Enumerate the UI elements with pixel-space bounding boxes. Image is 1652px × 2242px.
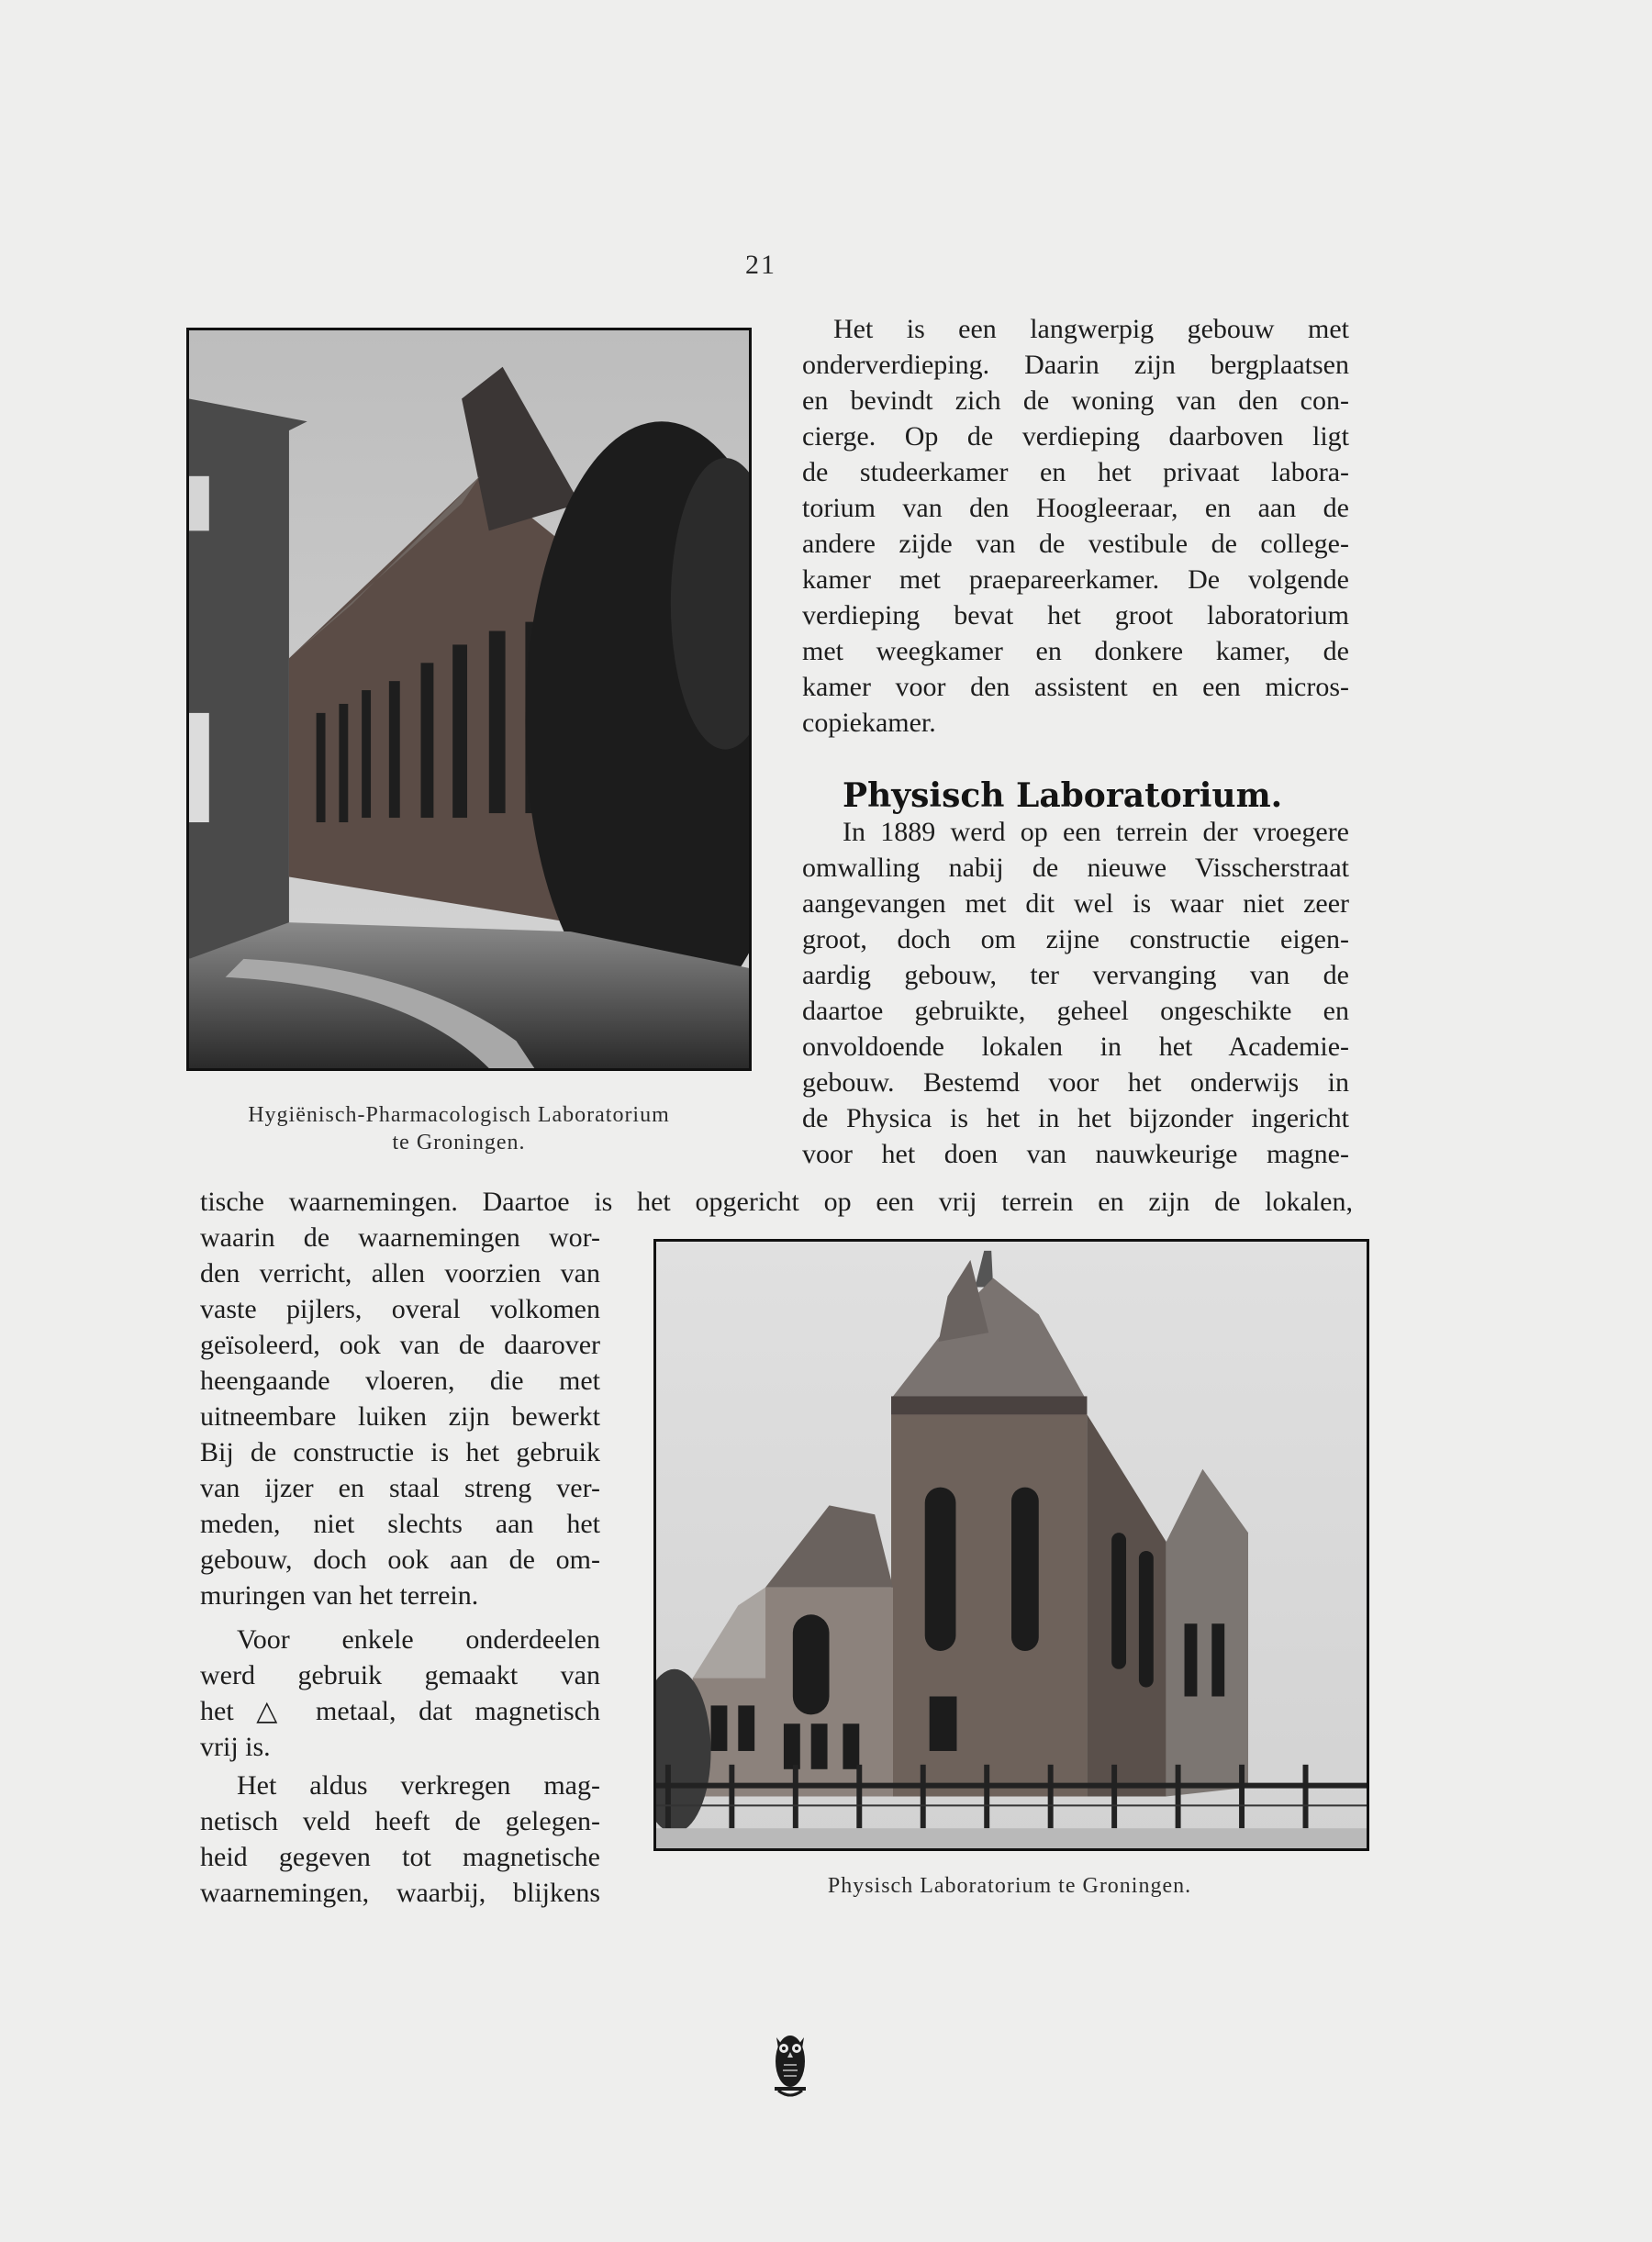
text-line: Het is een langwerpig gebouw met [833, 314, 1349, 344]
text-line: omwalling nabij de nieuwe Visscherstraat [802, 853, 1349, 883]
text-line: andere zijde van de vestibule de college- [802, 529, 1349, 559]
photo-physisch-laboratorium [653, 1239, 1369, 1851]
text-line: gebouw, doch ook aan de om- [200, 1545, 600, 1575]
text-line: onderverdieping. Daarin zijn bergplaatsen [802, 350, 1349, 380]
text-line: copiekamer. [802, 708, 936, 738]
text-line: vaste pijlers, overal volkomen [200, 1294, 600, 1324]
text-line: groot, doch om zijne constructie eigen- [802, 924, 1349, 954]
text-line: cierge. Op de verdieping daarboven ligt [802, 421, 1349, 452]
text-line: Het aldus verkregen mag- [237, 1770, 600, 1801]
text-line: verdieping bevat het groot laboratorium [802, 600, 1349, 630]
text-line: aardig gebouw, ter vervanging van de [802, 960, 1349, 990]
text-line: van ijzer en staal streng ver- [200, 1473, 600, 1503]
full-width-text-line: tische waarnemingen. Daartoe is het opgericht op een vrij terrein en zijn de lokalen, [200, 1187, 1353, 1217]
text-line: netisch veld heeft de gelegen- [200, 1806, 600, 1836]
text-line: voor het doen van nauwkeurige magne- [802, 1139, 1349, 1169]
text-line: geïsoleerd, ook van de daarover [200, 1330, 600, 1360]
text-line: kamer met praepareerkamer. De volgende [802, 564, 1349, 595]
text-line: heengaande vloeren, die met [200, 1366, 600, 1396]
text-line: vrij is. [200, 1732, 271, 1762]
text-line: Voor enkele onderdeelen [237, 1624, 600, 1655]
photo-hygienisch-pharmacologisch-laboratorium [186, 328, 752, 1071]
text-line: de studeerkamer en het privaat labora- [802, 457, 1349, 487]
text-line: torium van den Hoogleeraar, en aan de [802, 493, 1349, 523]
text-line: Bij de constructie is het gebruik [200, 1437, 600, 1467]
text-line: en bevindt zich de woning van den con- [802, 385, 1349, 416]
text-line: muringen van het terrein. [200, 1580, 479, 1611]
owl-icon [769, 2024, 811, 2100]
text-line: meden, niet slechts aan het [200, 1509, 600, 1539]
text-line: gebouw. Bestemd voor het onderwijs in [802, 1067, 1349, 1098]
text-line: het △ metaal, dat magnetisch [200, 1696, 600, 1726]
text-line: In 1889 werd op een terrein der vroegere [843, 817, 1349, 847]
text-line: heid gegeven tot magnetische [200, 1842, 600, 1872]
caption-line: te Groningen. [392, 1131, 526, 1154]
text-line: waarin de waarnemingen wor- [200, 1222, 600, 1253]
page-number: 21 [745, 250, 776, 280]
text-line: den verricht, allen voorzien van [200, 1258, 600, 1288]
text-line: aangevangen met dit wel is waar niet zeer [802, 888, 1349, 919]
text-line: onvoldoende lokalen in het Academie- [802, 1032, 1349, 1062]
caption-line: Hygiënisch-Pharmacologisch Laboratorium [248, 1103, 670, 1127]
section-heading: Physisch Laboratorium. [843, 776, 1283, 815]
text-line: werd gebruik gemaakt van [200, 1660, 600, 1690]
photo-caption [202, 1101, 716, 1156]
text-line: uitneembare luiken zijn bewerkt [200, 1401, 600, 1432]
photo-caption: Physisch Laboratorium te Groningen. [827, 1874, 1192, 1898]
text-line: kamer voor den assistent en een micros- [802, 672, 1349, 702]
text-line: waarnemingen, waarbij, blijkens [200, 1878, 600, 1908]
text-line: daartoe gebruikte, geheel ongeschikte en [802, 996, 1349, 1026]
text-line: met weegkamer en donkere kamer, de [802, 636, 1349, 666]
text-line: de Physica is het in het bijzonder ingericht [802, 1103, 1349, 1133]
